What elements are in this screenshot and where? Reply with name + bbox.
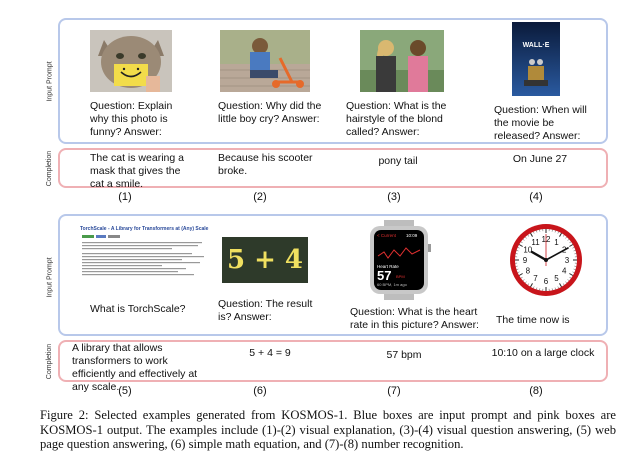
completion-6: 5 + 4 = 9 [249,347,291,359]
clock-number: 12 [541,235,551,244]
completion-label-2: Completion [46,343,54,379]
question-6: Question: The result is? Answer: [218,298,313,323]
watch-detail: 60 BPM, 1m ago [377,282,407,287]
clock-number: 3 [564,256,570,265]
question-5: What is TorchScale? [90,303,186,315]
completion-1: The cat is wearing a mask that gives the cat a smile. [90,152,184,190]
smartwatch-photo [366,220,432,300]
watch-label: Heart Rate [377,264,399,269]
input-prompt-label-2: Input Prompt [46,256,54,298]
completion-2: Because his scooter broke. [218,152,313,177]
math-image [222,237,308,283]
completion-4: On June 27 [512,153,568,165]
webpage-screenshot [80,226,210,288]
blond-woman-photo [360,30,444,92]
completion-5b: A library that allows transformers to work efficiently and effectively at any scale. [72,342,198,393]
label-4: (4) [529,191,543,203]
clock-number: 10 [523,245,533,255]
boy-scooter-photo [220,30,310,92]
math-image-text: 5 + 4 [226,245,304,275]
label-5: (5) [118,385,132,397]
clock-number: 7 [533,274,538,284]
question-8: The time now is [496,314,570,326]
question-7: Question: What is the heart rate in this picture? Answer: [350,306,479,331]
poster-title: WALL·E [522,42,550,49]
clock-image [508,222,584,298]
clock-number: 4 [561,266,567,276]
label-1: (1) [118,191,132,203]
input-prompt-label-1: Input Prompt [46,60,54,102]
question-4: Question: When will the movie be released? Answer: [494,104,587,142]
cat-photo [90,30,172,92]
watch-time: 10:09 [406,233,418,238]
clock-number: 1 [554,237,559,247]
figure-caption: Figure 2: Selected examples generated from KOSMOS-1. Blue boxes are input prompt and pink boxes are KOSMOS-1 output. The examples include (1)-(2) visual explanation, (3)-(4) visual question answering, (5) web page question answering, (6) simple math equation, and (7)-(8) number recognition. [40,408,616,451]
clock-number: 9 [522,256,528,265]
clock-number: 11 [531,237,540,247]
question-3: Question: What is the hairstyle of the blond called? Answer: [346,100,447,138]
movie-poster [512,22,560,96]
completion-8: 10:10 on a large clock [491,347,595,359]
label-6: (6) [253,385,267,397]
completion-3: pony tail [378,155,418,167]
label-2: (2) [253,191,267,203]
label-3: (3) [387,191,401,203]
watch-unit: BPM [396,274,405,279]
watch-app: < Current [377,233,396,238]
watch-bpm: 57 [377,268,392,283]
label-7: (7) [387,385,401,397]
question-1: Question: Explain why this photo is funny? Answer: [90,100,173,138]
clock-number: 5 [554,274,559,284]
completion-label-1: Completion [46,150,54,186]
webpage-title: TorchScale - A Library for Transformers at (Any) Scale [80,226,209,232]
clock-number: 8 [525,266,531,276]
completion-7: 57 bpm [386,349,422,361]
label-8: (8) [529,385,543,397]
clock-number: 6 [543,277,549,286]
question-2: Question: Why did the little boy cry? Answer: [218,100,322,125]
